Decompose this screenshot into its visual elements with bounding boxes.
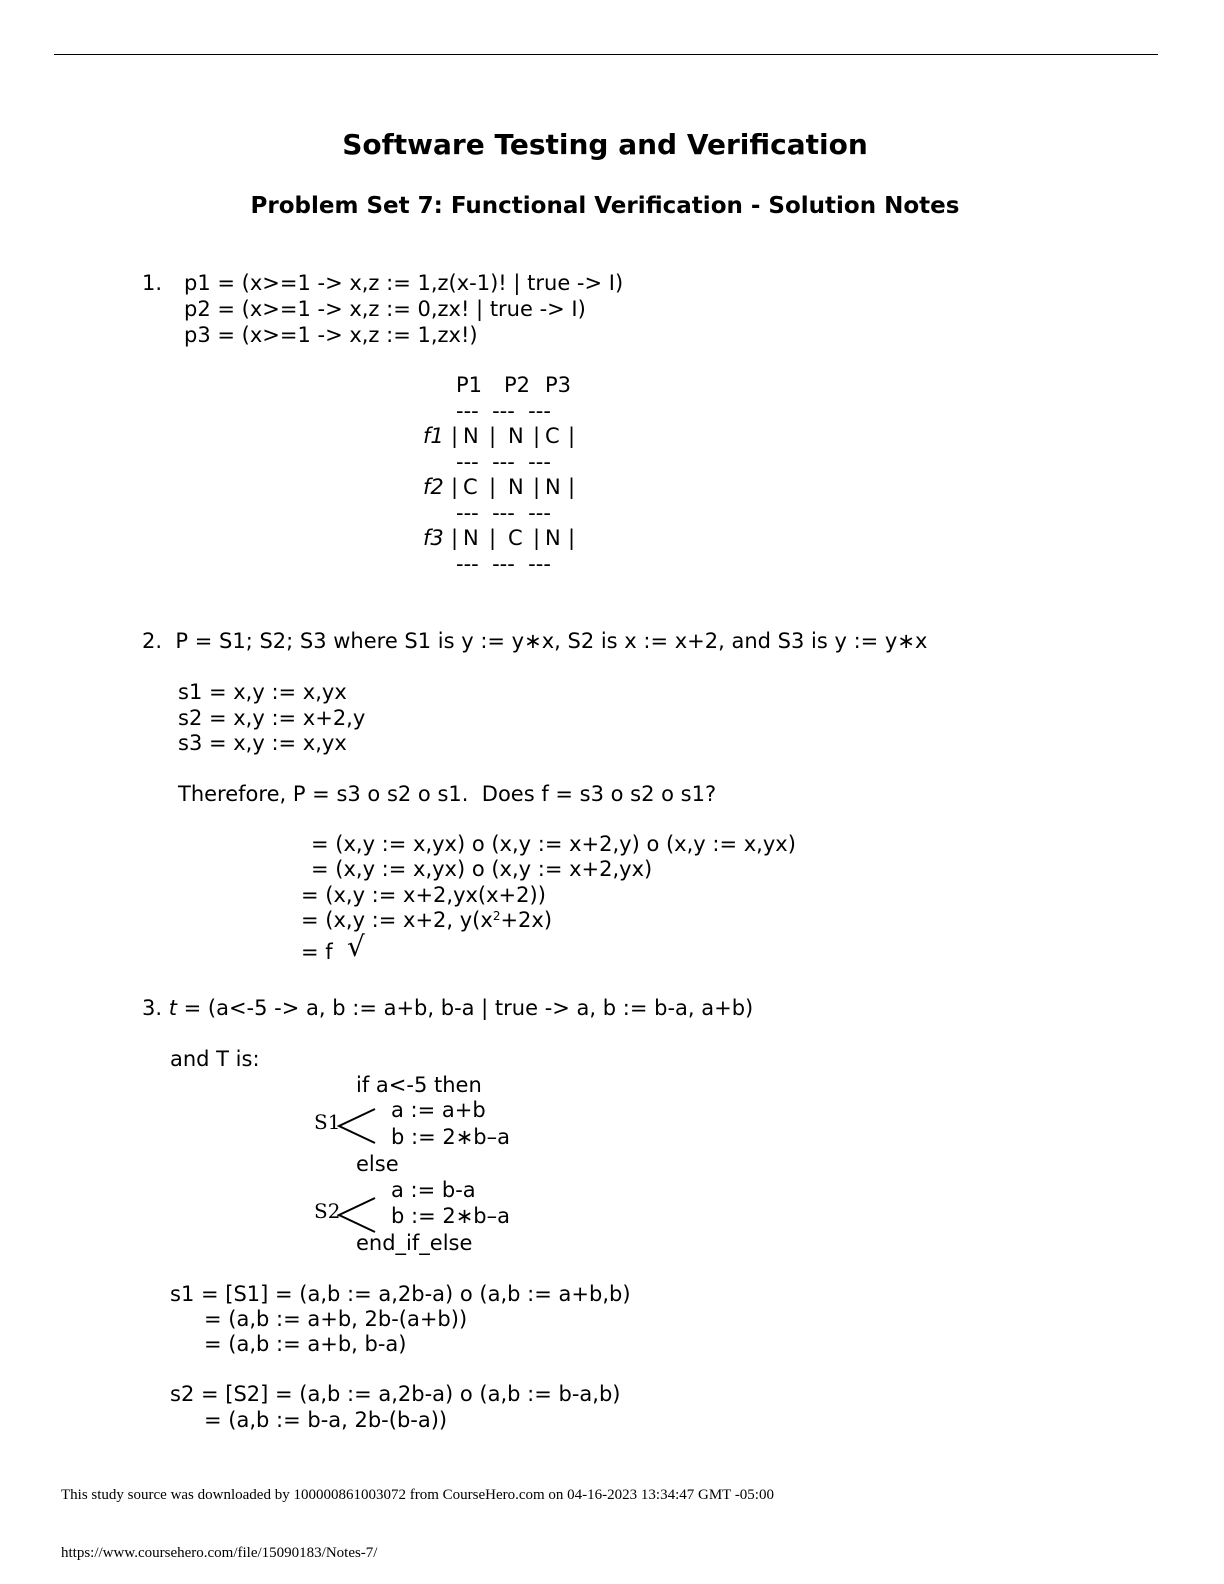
- s2-derivation: s2 = [S2] = (a,b := a,2b-a) o (a,b := b-a,b): [170, 1382, 621, 1406]
- row-label: f1: [423, 424, 444, 448]
- derivation-step: = (x,y := x+2,yx(x+2)): [301, 883, 546, 907]
- s1-derivation: s1 = [S1] = (a,b := a,2b-a) o (a,b := a+b,b): [170, 1282, 631, 1306]
- cell-bar: |: [451, 475, 459, 499]
- problem-2-def: s3 = x,y := x,yx: [178, 731, 347, 755]
- table-cell: C: [545, 424, 560, 448]
- table-cell: N: [463, 424, 479, 448]
- code-end-line: end_if_else: [356, 1231, 473, 1255]
- derivation-step: [301, 910, 552, 931]
- checkmark-icon: √: [347, 930, 365, 963]
- problem-1-number: 1.: [142, 271, 163, 295]
- table-cell: C: [508, 526, 523, 550]
- s2-label: S2: [314, 1199, 341, 1223]
- problem-2-question: Therefore, P = s3 o s2 o s1. Does f = s3 o s2 o s1?: [178, 782, 717, 806]
- top-rule: [54, 54, 1158, 55]
- cell-bar: |: [451, 424, 459, 448]
- step-text: = (x,y := x+2, y(x: [301, 908, 493, 932]
- problem-1-line: p1 = (x>=1 -> x,z := 1,z(x-1)! | true -> I): [184, 271, 624, 295]
- table-cell: C: [463, 475, 478, 499]
- code-line: a := a+b: [391, 1098, 486, 1122]
- problem-2-statement: 2. P = S1; S2; S3 where S1 is y := y∗x, S2 is x := x+2, and S3 is y := y∗x: [142, 629, 928, 653]
- brace-icon: [336, 1106, 378, 1146]
- statement-prefix: 3.: [142, 996, 169, 1020]
- cell-bar: |: [489, 526, 497, 550]
- row-label: f2: [423, 475, 444, 499]
- table-cell: N: [463, 526, 479, 550]
- problem-1-line: p3 = (x>=1 -> x,z := 1,zx!): [184, 323, 478, 347]
- cell-bar: |: [451, 526, 459, 550]
- cell-bar: |: [533, 424, 541, 448]
- table-separator: --- --- ---: [456, 450, 551, 474]
- table-cell: N: [508, 475, 524, 499]
- problem-2-def: s1 = x,y := x,yx: [178, 680, 347, 704]
- code-line: a := b-a: [391, 1178, 476, 1202]
- cell-bar: |: [568, 424, 576, 448]
- s2-derivation: = (a,b := b-a, 2b-(b-a)): [204, 1408, 448, 1432]
- cell-bar: |: [489, 424, 497, 448]
- derivation-step: = (x,y := x,yx) o (x,y := x+2,yx): [311, 857, 653, 881]
- s1-derivation: = (a,b := a+b, 2b-(a+b)): [204, 1307, 468, 1331]
- problem-3-intro: and T is:: [170, 1047, 260, 1071]
- code-line: b := 2∗b–a: [391, 1204, 511, 1228]
- column-header: P2: [504, 373, 531, 397]
- brace-icon: [336, 1195, 378, 1235]
- table-separator: --- --- ---: [456, 399, 551, 423]
- download-notice: This study source was downloaded by 100000861003072 from CourseHero.com on 04-16-2023 13:34:47 GMT -05:00: [61, 1487, 774, 1503]
- cell-bar: |: [533, 475, 541, 499]
- table-cell: N: [545, 475, 561, 499]
- problem-1-line: p2 = (x>=1 -> x,z := 0,zx! | true -> I): [184, 297, 586, 321]
- table-separator: --- --- ---: [456, 552, 551, 576]
- source-url[interactable]: https://www.coursehero.com/file/15090183/Notes-7/: [61, 1545, 378, 1561]
- cell-bar: |: [568, 475, 576, 499]
- problem-2-def: s2 = x,y := x+2,y: [178, 706, 366, 730]
- table-cell: N: [545, 526, 561, 550]
- table-separator: --- --- ---: [456, 501, 551, 525]
- document-subtitle: Problem Set 7: Functional Verification - Solution Notes: [250, 193, 960, 219]
- superscript: 2: [492, 909, 501, 923]
- s1-derivation: = (a,b := a+b, b-a): [204, 1332, 407, 1356]
- code-else-line: else: [356, 1152, 399, 1176]
- code-if-line: if a<-5 then: [356, 1073, 482, 1097]
- column-header: P1: [456, 373, 483, 397]
- cell-bar: |: [489, 475, 497, 499]
- cell-bar: |: [533, 526, 541, 550]
- statement-rest: = (a<-5 -> a, b := a+b, b-a | true -> a, b := b-a, a+b): [176, 996, 754, 1020]
- statement-var: t: [168, 996, 177, 1020]
- row-label: f3: [423, 526, 444, 550]
- document-title: Software Testing and Verification: [342, 128, 868, 161]
- table-cell: N: [508, 424, 524, 448]
- step-text: +2x): [500, 908, 553, 932]
- problem-3-statement: [142, 998, 753, 1019]
- s1-label: S1: [314, 1110, 341, 1134]
- column-header: P3: [545, 373, 572, 397]
- code-line: b := 2∗b–a: [391, 1125, 511, 1149]
- cell-bar: |: [568, 526, 576, 550]
- derivation-step: = (x,y := x,yx) o (x,y := x+2,y) o (x,y := x,yx): [311, 832, 796, 856]
- derivation-final: = f: [301, 940, 333, 964]
